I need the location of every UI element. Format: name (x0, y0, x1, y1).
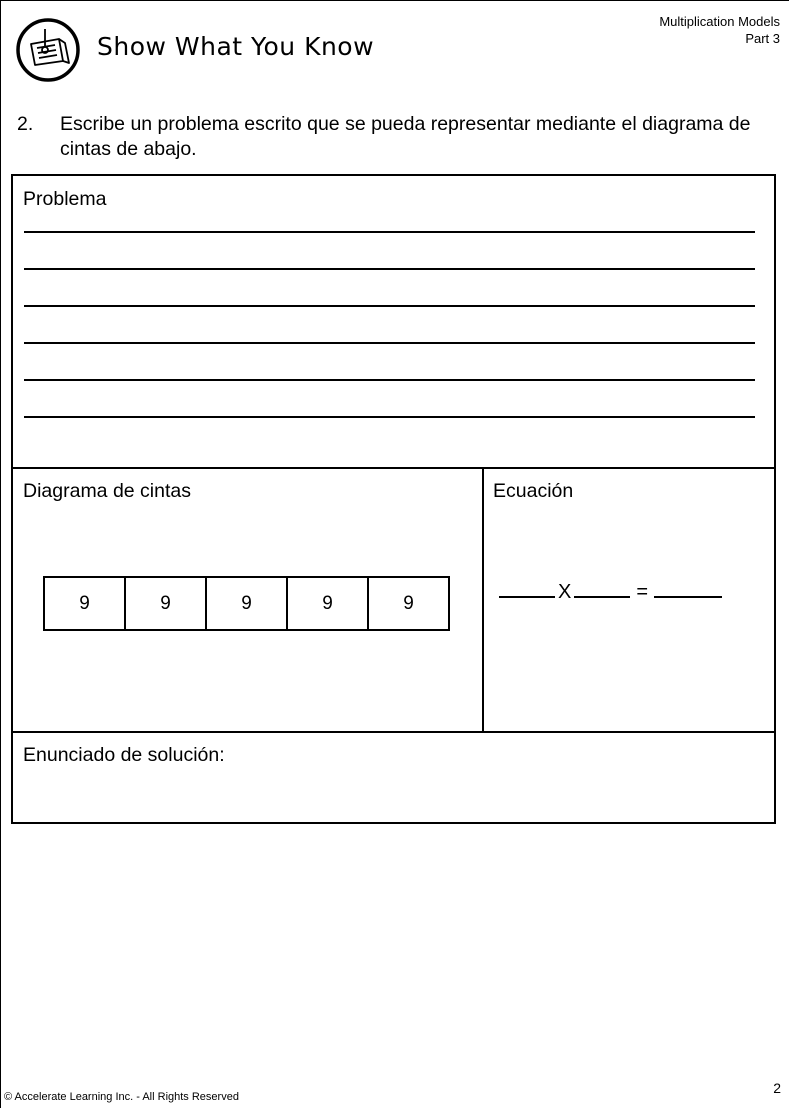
header-topic-block (659, 13, 780, 47)
tape-cell: 9 (369, 578, 450, 629)
tape-diagram (43, 576, 450, 631)
writing-line (24, 305, 755, 307)
equation (499, 578, 722, 604)
ruler-pencil-badge-icon (15, 17, 81, 83)
equation-factor-1-blank[interactable] (499, 578, 555, 598)
question-text: Escribe un problema escrito que se pueda representar mediante el diagrama de cintas de abajo. (60, 113, 751, 160)
tape-cell: 9 (45, 578, 126, 629)
writing-line (24, 231, 755, 233)
equation-product-blank[interactable] (654, 578, 722, 598)
writing-line (24, 268, 755, 270)
solution-writing-area[interactable] (23, 776, 763, 816)
times-sign: X (558, 581, 572, 603)
divider-vertical (482, 468, 484, 731)
divider-problem (13, 467, 774, 469)
writing-line (24, 416, 755, 418)
problem-label: Problema (23, 188, 107, 210)
tape-cell: 9 (207, 578, 288, 629)
tape-diagram-label: Diagrama de cintas (23, 480, 191, 502)
writing-line (24, 342, 755, 344)
tape-cell: 9 (288, 578, 369, 629)
equation-factor-2-blank[interactable] (574, 578, 630, 598)
copyright: © Accelerate Learning Inc. - All Rights Reserved (4, 1091, 239, 1103)
equation-label: Ecuación (493, 480, 574, 502)
page-number: 2 (773, 1080, 781, 1096)
part-label: Part 3 (745, 31, 780, 46)
answer-frame (11, 174, 776, 824)
question-number: 2. (17, 113, 34, 135)
tape-cell: 9 (126, 578, 207, 629)
writing-line (24, 379, 755, 381)
topic-title: Multiplication Models (659, 14, 780, 29)
solution-label: Enunciado de solución: (23, 744, 225, 766)
divider-solution (13, 731, 774, 733)
equals-sign: = (636, 581, 649, 603)
brand-title: Show What You Know (97, 32, 375, 61)
